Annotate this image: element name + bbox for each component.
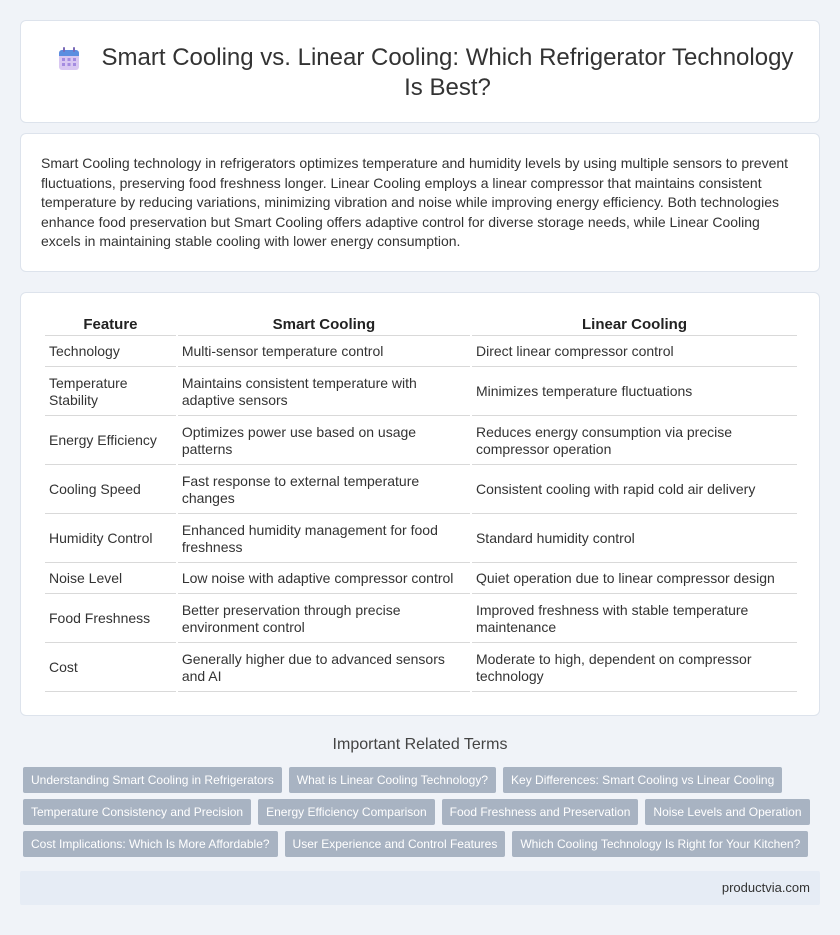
table-row bbox=[45, 596, 797, 643]
linear-cooling-cell: Improved freshness with stable temperature maintenance bbox=[472, 596, 797, 643]
calendar-icon bbox=[58, 47, 80, 71]
intro-paragraph: Smart Cooling technology in refrigerators optimizes temperature and humidity levels by using multiple sensors to prevent fluctuations, preserving food freshness longer. Linear Cooling employs a linear compressor that maintains consistent temperature by reducing variations, minimizing vibration and noise while improving energy efficiency. Both technologies enhance food preservation but Smart Cooling offers adaptive control for diverse storage needs, while Linear Cooling excels in maintaining stable cooling with lower energy consumption. bbox=[41, 155, 789, 250]
feature-cell: Technology bbox=[45, 338, 176, 367]
smart-cooling-cell: Optimizes power use based on usage patterns bbox=[178, 418, 470, 465]
table-row bbox=[45, 565, 797, 594]
comparison-table-card bbox=[20, 292, 820, 716]
related-term-tag[interactable]: What is Linear Cooling Technology? bbox=[289, 767, 496, 793]
related-term-tag[interactable]: Which Cooling Technology Is Right for Your Kitchen? bbox=[512, 831, 808, 857]
tag-row bbox=[23, 831, 813, 857]
table-row bbox=[45, 516, 797, 563]
related-term-tag[interactable]: Food Freshness and Preservation bbox=[442, 799, 639, 825]
smart-cooling-cell: Low noise with adaptive compressor control bbox=[178, 565, 470, 594]
header-linear-cooling: Linear Cooling bbox=[472, 315, 797, 336]
table-row bbox=[45, 369, 797, 416]
header-smart-cooling: Smart Cooling bbox=[178, 315, 470, 336]
linear-cooling-cell: Consistent cooling with rapid cold air delivery bbox=[472, 467, 797, 514]
table-row bbox=[45, 338, 797, 367]
header-card bbox=[20, 20, 820, 123]
related-term-tag[interactable]: User Experience and Control Features bbox=[285, 831, 506, 857]
linear-cooling-cell: Moderate to high, dependent on compressor technology bbox=[472, 645, 797, 692]
footer-site-link[interactable]: productvia.com bbox=[721, 880, 810, 895]
related-term-tag[interactable]: Understanding Smart Cooling in Refrigerators bbox=[23, 767, 282, 793]
related-terms-title: Important Related Terms bbox=[332, 736, 508, 753]
related-terms-tags bbox=[23, 767, 813, 863]
table-header-row bbox=[45, 315, 797, 336]
table-row bbox=[45, 467, 797, 514]
related-term-tag[interactable]: Energy Efficiency Comparison bbox=[258, 799, 435, 825]
feature-cell: Cooling Speed bbox=[45, 467, 176, 514]
linear-cooling-cell: Direct linear compressor control bbox=[472, 338, 797, 367]
table-row bbox=[45, 645, 797, 692]
related-term-tag[interactable]: Key Differences: Smart Cooling vs Linear Cooling bbox=[503, 767, 782, 793]
feature-cell: Noise Level bbox=[45, 565, 176, 594]
tag-row bbox=[23, 799, 813, 825]
feature-cell: Cost bbox=[45, 645, 176, 692]
footer bbox=[20, 871, 820, 905]
linear-cooling-cell: Standard humidity control bbox=[472, 516, 797, 563]
linear-cooling-cell: Reduces energy consumption via precise compressor operation bbox=[472, 418, 797, 465]
related-term-tag[interactable]: Cost Implications: Which Is More Affordable? bbox=[23, 831, 278, 857]
related-term-tag[interactable]: Noise Levels and Operation bbox=[645, 799, 809, 825]
smart-cooling-cell: Fast response to external temperature changes bbox=[178, 467, 470, 514]
smart-cooling-cell: Multi-sensor temperature control bbox=[178, 338, 470, 367]
feature-cell: Humidity Control bbox=[45, 516, 176, 563]
linear-cooling-cell: Quiet operation due to linear compressor design bbox=[472, 565, 797, 594]
smart-cooling-cell: Better preservation through precise environment control bbox=[178, 596, 470, 643]
feature-cell: Energy Efficiency bbox=[45, 418, 176, 465]
feature-cell: Food Freshness bbox=[45, 596, 176, 643]
feature-cell: Temperature Stability bbox=[45, 369, 176, 416]
tag-row bbox=[23, 767, 813, 793]
intro-card bbox=[20, 133, 820, 272]
linear-cooling-cell: Minimizes temperature fluctuations bbox=[472, 369, 797, 416]
related-term-tag[interactable]: Temperature Consistency and Precision bbox=[23, 799, 251, 825]
smart-cooling-cell: Maintains consistent temperature with adaptive sensors bbox=[178, 369, 470, 416]
smart-cooling-cell: Generally higher due to advanced sensors and AI bbox=[178, 645, 470, 692]
header-feature: Feature bbox=[45, 315, 176, 336]
table-row bbox=[45, 418, 797, 465]
smart-cooling-cell: Enhanced humidity management for food freshness bbox=[178, 516, 470, 563]
comparison-table bbox=[43, 313, 799, 694]
page-title: Smart Cooling vs. Linear Cooling: Which Refrigerator Technology Is Best? bbox=[101, 44, 794, 101]
